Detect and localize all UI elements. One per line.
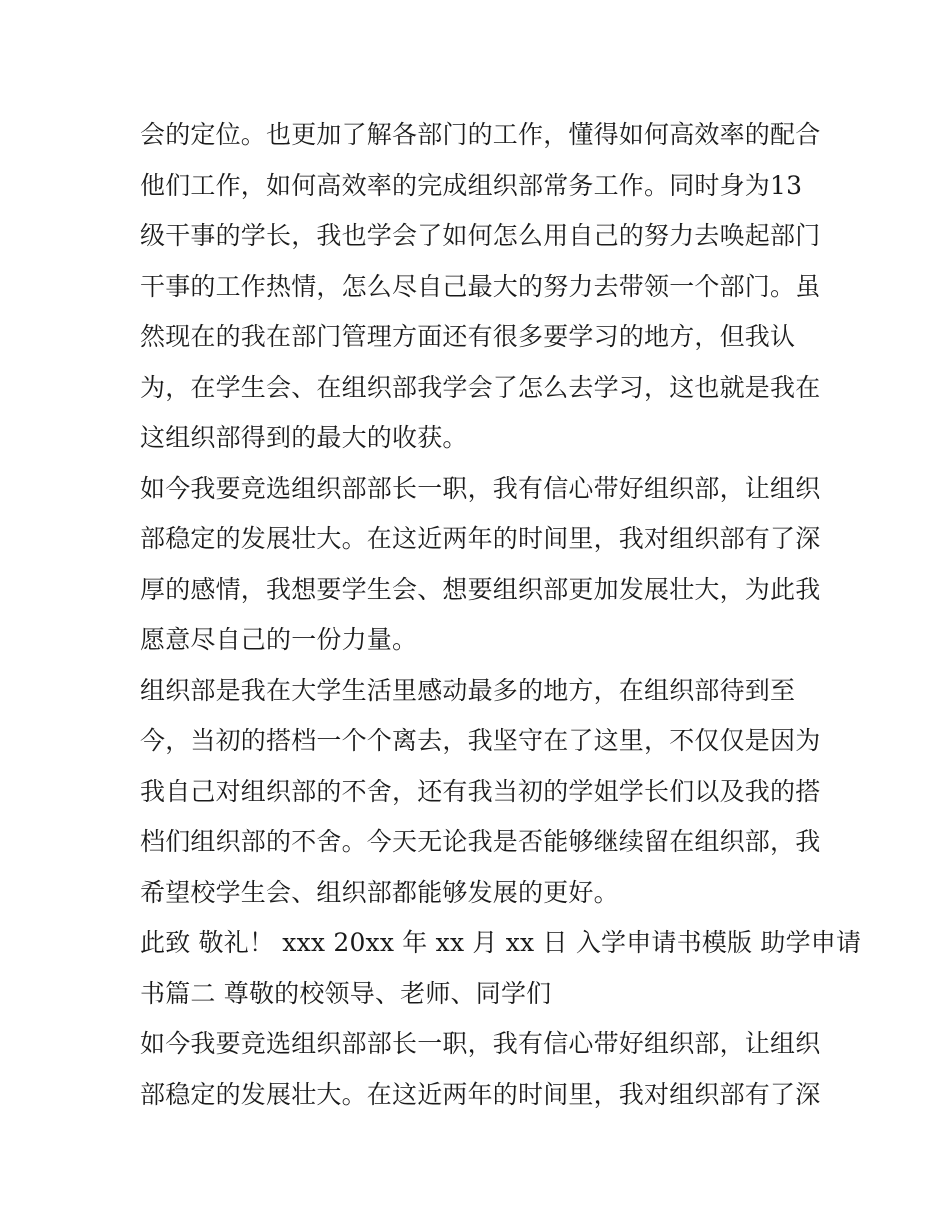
text-line: 组织部是我在大学生活里感动最多的地方，在组织部待到至 — [140, 675, 796, 705]
text-line: 部稳定的发展壮大。在这近两年的时间里，我对组织部有了深 — [140, 1079, 821, 1109]
text-line: 部稳定的发展壮大。在这近两年的时间里，我对组织部有了深 — [140, 524, 821, 553]
text-line: 档们组织部的不舍。今天无论我是否能够继续留在组织部，我 — [140, 827, 821, 856]
text-line: 他们工作，如何高效率的完成组织部常务工作。同时身为13 — [140, 170, 803, 200]
text-line: 今，当初的搭档一个个离去，我坚守在了这里，不仅仅是因为 — [140, 726, 821, 755]
text-line: 愿意尽自己的一份力量。 — [140, 625, 418, 654]
text-line: 此致 敬礼！ xxx 20xx 年 xx 月 xx 日 入学申请书模版 助学申请 — [140, 928, 862, 957]
text-line: 为，在学生会、在组织部我学会了怎么去学习，这也就是我在 — [140, 372, 821, 402]
text-line: 书篇二 尊敬的校领导、老师、同学们 — [140, 978, 552, 1008]
text-line: 级干事的学长，我也学会了如何怎么用自己的努力去唤起部门 — [140, 221, 821, 250]
text-line: 然现在的我在部门管理方面还有很多要学习的地方，但我认 — [140, 322, 796, 351]
text-line: 如今我要竞选组织部部长一职，我有信心带好组织部，让组织 — [140, 473, 821, 503]
text-line: 干事的工作热情，怎么尽自己最大的努力去带领一个部门。虽 — [140, 271, 821, 301]
text-line: 厚的感情，我想要学生会、想要组织部更加发展壮大，为此我 — [140, 574, 821, 604]
document-body — [140, 110, 862, 1120]
text-line: 我自己对组织部的不舍，还有我当初的学姐学长们以及我的搭 — [140, 776, 821, 806]
text-line: 希望校学生会、组织部都能够发展的更好。 — [140, 877, 619, 907]
text-line: 会的定位。也更加了解各部门的工作，懂得如何高效率的配合 — [140, 120, 821, 149]
text-line: 如今我要竞选组织部部长一职，我有信心带好组织部，让组织 — [140, 1029, 821, 1058]
text-line: 这组织部得到的最大的收获。 — [140, 423, 468, 452]
